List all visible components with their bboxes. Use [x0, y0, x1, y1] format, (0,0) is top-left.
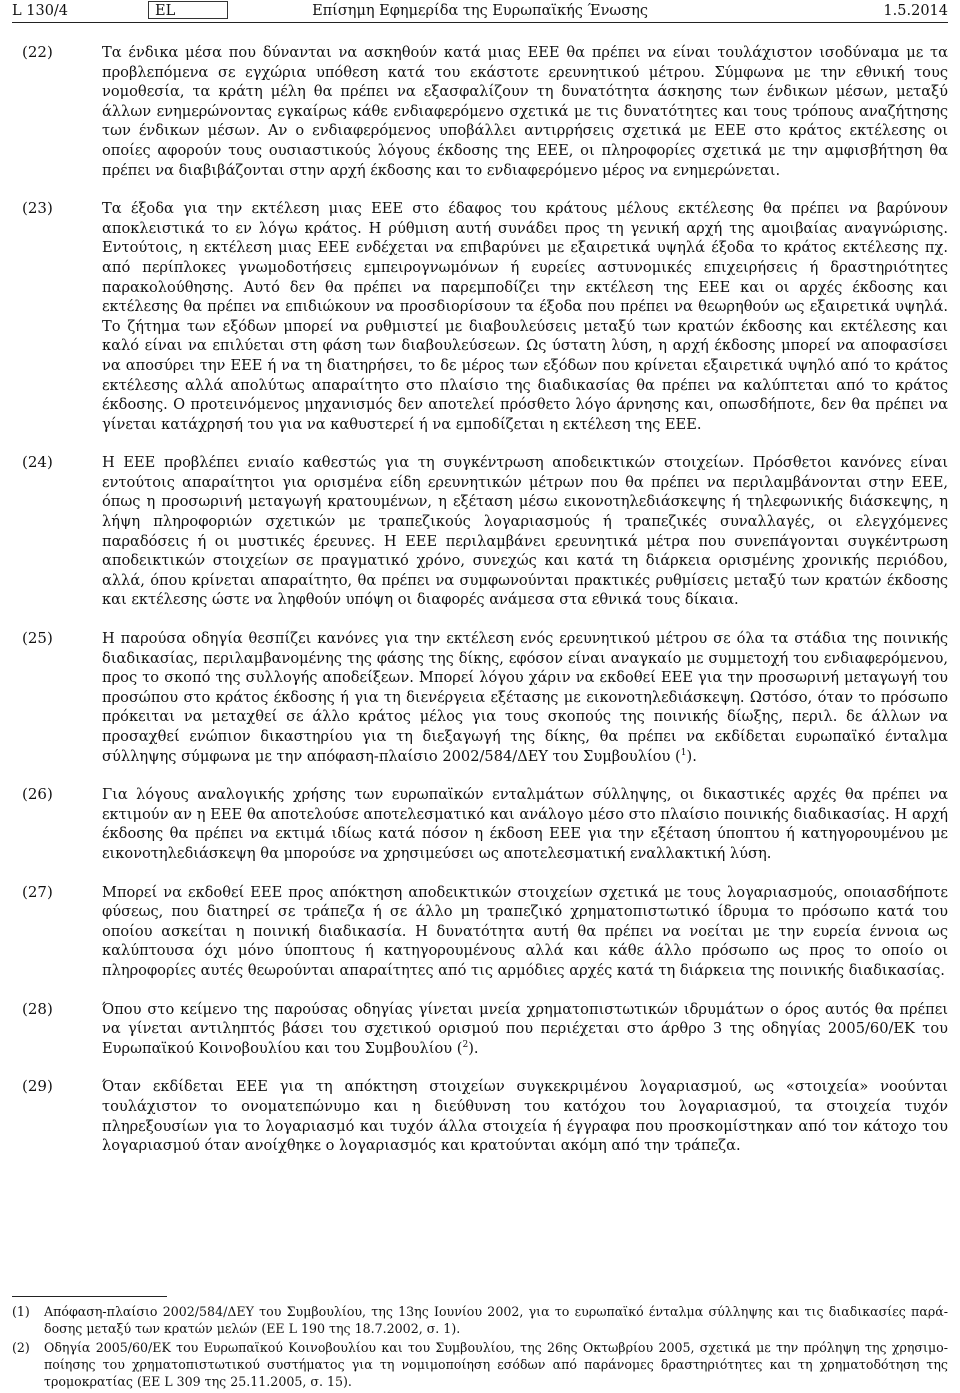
recital-text	[102, 1000, 948, 1059]
recital-28	[12, 1000, 948, 1059]
recital-number: (27)	[22, 882, 53, 901]
footnote-divider	[12, 1296, 167, 1297]
recital-number: (28)	[22, 999, 53, 1018]
footnote-marker: (1)	[12, 1304, 30, 1319]
recitals-list	[12, 43, 948, 1175]
recital-text	[102, 629, 948, 766]
recital-text: Για λόγους αναλογικής χρήσης των ευρωπαϊκών ενταλμάτων σύλληψης, οι δικαστικές αρχές θα πρέπει να εκτιμούν αν η ΕΕΕ θα αποτελούσε αποτελεσματικό και ανάλογο μέσο στο πλαίσιο ποινικής διαδικασίας. Η αρχή έκδοσης θα πρέπει να εκτιμά ιδίως κατά πόσον η έκδοση ΕΕΕ για την εξέταση ύποπτου ή κατηγορουμένου με εικονοτηλεδιάσκεψη θα μπορούσε να χρησιμεύσει ως αποτελεσματική εναλλακτική λύση.	[102, 786, 948, 862]
footnote-reference[interactable]: 1	[680, 747, 687, 758]
recital-number: (23)	[22, 199, 53, 218]
footnotes-section	[12, 1296, 948, 1392]
page-header	[12, 0, 948, 22]
recital-29	[12, 1077, 948, 1155]
language-code-box: EL	[148, 1, 228, 19]
recital-text: Η ΕΕΕ προβλέπει ενιαίο καθεστώς για τη συγκέντρωση αποδεικτικών στοιχείων. Πρόσθετοι κανόνες είναι εντούτοις απαραίτητοι για ορισμένα είδη ερευνητικών μέτρων που θα πρέπει να περιλαμβάνονται στην ΕΕΕ, όπως η προσωρινή μεταγωγή κρατουμένων, η εξέταση μέσω εικονοτηλεδιάσκεψης ή τηλεφωνικής διάσκεψης, η λήψη πληροφοριών σχετικών με τραπεζικούς λογαριασμούς ή τραπεζικές συναλλαγές, οι ελεγχόμενες παραδόσεις ή οι μυστικές έρευνες. Η ΕΕΕ περιλαμβάνει ερευνητικά μέτρα που συνεπάγονται συγκέντρωση αποδεικτικών στοιχείων σε πραγματικό χρόνο, συνεχώς και κατά τη διάρκεια ορισμένης χρονικής περιόδου, αλλά, όπου κρίνεται απαραίτητο, θα πρέπει να συμφωνούνται πρακτικές ρυθμίσεις μεταξύ των κρατών έκδοσης και εκτέλεσης ώστε να ληφθούν υπόψη οι διαφορές ανάμεσα στα εθνικά τους δίκαια.	[102, 454, 948, 609]
page-reference: L 130/4	[12, 3, 69, 19]
recital-text: Μπορεί να εκδοθεί ΕΕΕ προς απόκτηση αποδεικτικών στοιχείων σχετικά με τους λογαριασμούς, οποιασδήποτε φύσεως, που διατηρεί σε τράπεζα ή σε άλλο μη τραπεζικό χρηματοπιστωτικό ίδρυμα το πρόσωπο κατά του οποίου ασκείται η ποινική διαδικασία. Η δυνατότητα αυτή θα πρέπει να νοείται με την ευρεία έννοια ως καλύπτουσα όχι μόνο ύποπτους ή κατηγορουμένους αλλά και κάθε άλλο πρόσωπο ως προς το οποίο οι πληροφορίες αυτές θεωρούνται απαραίτητες από τις αρμόδιες αρχές κατά τη διάρκεια της ποινικής διαδικασίας.	[102, 883, 948, 979]
recital-26	[12, 785, 948, 863]
recital-text-body: Η παρούσα οδηγία θεσπίζει κανόνες για την εκτέλεση ενός ερευνητικού μέτρου σε όλα τα στάδια της ποινικής διαδικασίας, περιλαμβανομένης της φάσης της δίκης, εφόσον είναι αναγκαίο με συμμετοχή του ενδιαφερόμενου, προς το σκοπό της συλλογής αποδείξεων. Μπορεί λόγου χάριν να εκδοθεί ΕΕΕ για την προσωρινή μεταγωγή του προσώπου στο κράτος έκδοσης ή για τη διενέργεια εξέτασης με εικονοτηλεδιάσκεψη. Ωστόσο, όταν το πρόσωπο πρόκειται να μεταχθεί σε άλλο κράτος μέλος για τους σκοπούς της ποινικής δίωξης, περιλ. δε άλλων να προσαχθεί ενώπιον δικαστηρίου για τη διεξαγωγή της δίκης, θα πρέπει να εκδίδεται ευρωπαϊκό ένταλμα σύλληψης σύμφωνα με την απόφαση-πλαίσιο 2002/584/ΔΕΥ του Συμβουλίου (	[102, 630, 948, 765]
recital-24	[12, 453, 948, 610]
recital-text: Τα ένδικα μέσα που δύνανται να ασκηθούν κατά μιας ΕΕΕ θα πρέπει να είναι τουλάχιστον ισοδύναμα με τα προβλεπόμενα σε εγχώρια υπόθεση κατά του εκάστοτε ερευνητικού μέτρου. Σύμφωνα με την εθνική τους νομοθεσία, τα κράτη μέλη θα πρέπει να εξασφαλίζουν τη δυνατότητα άσκησης των ένδικων μέσων, μεταξύ άλλων ενημερώνοντας εγκαίρως κάθε ενδιαφερόμενο σχετικά με τις δυνατότητες και τους τρόπους αναζήτησης των ένδικων μέσων. Αν ο ενδιαφερόμενος υποβάλλει αντιρρήσεις σχετικά με ΕΕΕ στο κράτος εκτέλεσης οι οποίες αφορούν τους ουσιαστικούς λόγους έκδοσης της ΕΕΕ, οι πληροφορίες σχετικά με την αμφισβήτηση θα πρέπει να διαβιβάζονται στην αρχή έκδοσης και το ενδιαφερόμενο μέρος να ενημερώνεται.	[102, 44, 948, 179]
recital-text: Όταν εκδίδεται ΕΕΕ για τη απόκτηση στοιχείων συγκεκριμένου λογαριασμού, ως «στοιχεία» νοούνται τουλάχιστον το ονοματεπώνυμο και η διεύθυνση του κατόχου του λογαριασμού, τα στοιχεία τυχόν πληρεξουσίων για το λογαριασμό και τυχόν άλλα στοιχεία ή έγγραφα που προσκομίστηκαν από τον κάτοχο του λογαριασμού όταν ανοίχθηκε ο λογαριασμός και κρατούνται ακόμη από την τράπεζα.	[102, 1078, 948, 1155]
publication-date: 1.5.2014	[883, 3, 948, 19]
footnote-1	[12, 1303, 948, 1337]
journal-title: Επίσημη Εφημερίδα της Ευρωπαϊκής Ένωσης	[312, 3, 648, 19]
recital-text-body: Όπου στο κείμενο της παρούσας οδηγίας γίνεται μνεία χρηματοπιστωτικών ιδρυμάτων ο όρος αυτός θα πρέπει να γίνεται αντιληπτός βάσει του σχετικού ορισμού που περιέχεται στο άρθρο 3 της οδηγίας 2005/60/ΕΚ του Ευρωπαϊκού Κοινοβουλίου και του Συμβουλίου (	[102, 1000, 948, 1057]
recital-text-end: ).	[468, 1039, 479, 1057]
header-divider	[12, 22, 948, 23]
recital-number: (29)	[22, 1077, 53, 1096]
recital-number: (24)	[22, 453, 53, 472]
recital-23	[12, 199, 948, 434]
footnote-marker: (2)	[12, 1340, 30, 1355]
footnote-text: Απόφαση-πλαίσιο 2002/584/ΔΕΥ του Συμβουλίου, της 13ης Ιουνίου 2002, για το ευρωπαϊκό ένταλμα σύλληψης και τις διαδικασίες παράδοσης μεταξύ των κρατών μελών (ΕΕ L 190 της 18.7.2002, σ. 1).	[44, 1304, 948, 1336]
footnote-2	[12, 1339, 948, 1390]
recital-number: (25)	[22, 629, 53, 648]
footnote-text: Οδηγία 2005/60/ΕΚ του Ευρωπαϊκού Κοινοβουλίου και του Συμβουλίου, της 26ης Οκτωβρίου 2005, σχετικά με την πρόληψη της χρησιμοποίησης του χρηματοπιστωτικού συστήματος για τη νομιμοποίηση εσόδων από παράνομες δραστηριότητες και τη χρηματοδότηση της τρομοκρατίας (ΕΕ L 309 της 25.11.2005, σ. 15).	[44, 1340, 948, 1389]
recital-text: Τα έξοδα για την εκτέλεση μιας ΕΕΕ στο έδαφος του κράτους μέλους εκτέλεσης θα πρέπει να βαρύνουν αποκλειστικά το εν λόγω κράτος. Η ρύθμιση αυτή συνάδει προς τη γενική αρχή της αμοιβαίας αναγνώρισης. Εντούτοις, η εκτέλεση μιας ΕΕΕ ενδέχεται να επιβαρύνει με εξαιρετικά υψηλά έξοδα το κράτος εκτέλεσης πχ. από περίπλοκες γνωμοδοτήσεις εμπειρογνωμόνων ή ευρείες αστυνομικές επιχειρήσεις ή δραστηριότητες παρακολούθησης. Αυτό δεν θα πρέπει να παρεμποδίζει την εκτέλεση της ΕΕΕ και οι αρχές έκδοσης και εκτέλεσης θα πρέπει να επιδιώκουν να προσδιορίσουν τα έξοδα που πρέπει να θεωρηθούν ως εξαιρετικά υψηλά. Το ζήτημα των εξόδων μπορεί να ρυθμιστεί με διαβουλεύσεις μεταξύ των κρατών έκδοσης και εκτέλεσης και καλό είναι να επιλύεται στη φάση των διαβουλεύσεων. Ως ύστατη λύση, η αρχή έκδοσης μπορεί να αποφασίσει να αποσύρει την ΕΕΕ ή να τη διατηρήσει, το δε μέρος των εξόδων που κρίνεται εξαιρετικά υψηλό από το κράτος εκτέλεσης αλλά απολύτως απαραίτητο στο πλαίσιο της διαδικασίας θα πρέπει να καλύπτεται από το κράτος έκδοσης. Ο προτεινόμενος μηχανισμός δεν αποτελεί πρόσθετο λόγο άρνησης και, οπωσδήποτε, δεν θα πρέπει να γίνεται κατάχρησή του για να καθυστερεί ή να εμποδίζεται η εκτέλεση της ΕΕΕ.	[102, 200, 948, 433]
recital-number: (26)	[22, 785, 53, 804]
recital-number: (22)	[22, 43, 53, 61]
recital-27	[12, 883, 948, 981]
recital-22	[12, 43, 948, 180]
recital-text-end: ).	[686, 747, 697, 765]
footnote-reference[interactable]: 2	[462, 1039, 469, 1050]
recital-25	[12, 629, 948, 766]
